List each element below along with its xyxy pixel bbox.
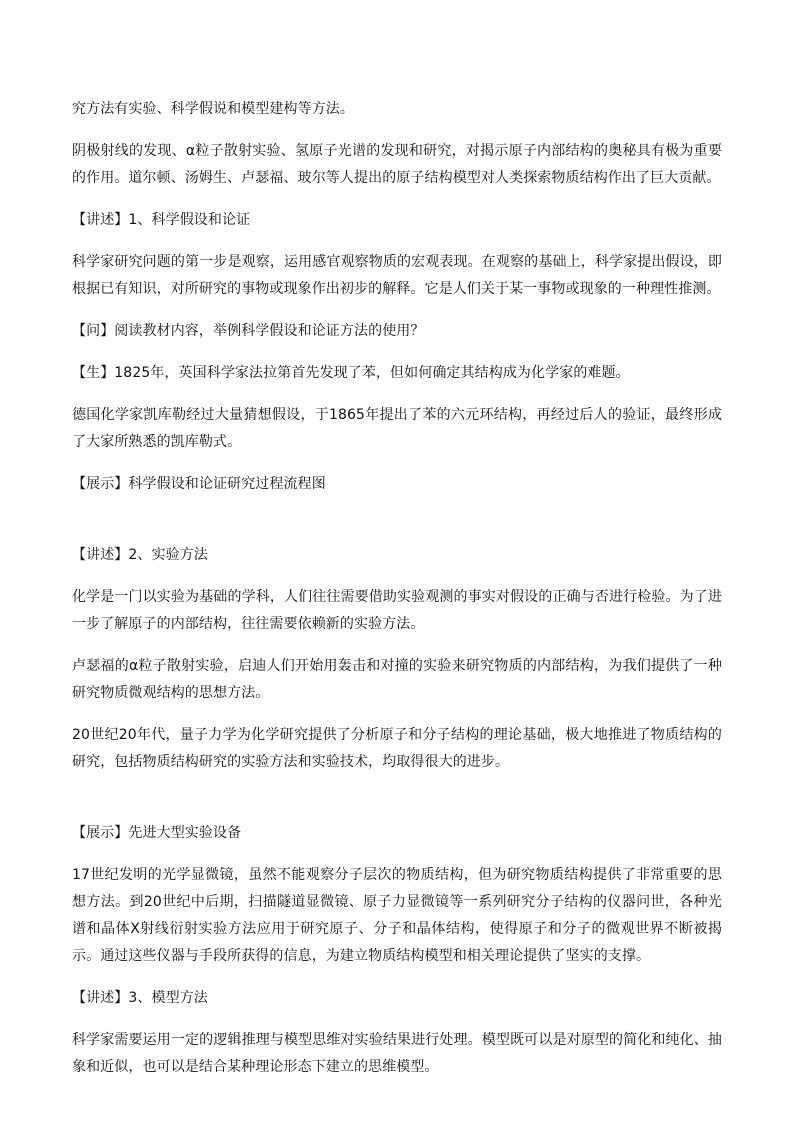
paragraph-methods-intro: 究方法有实验、科学假说和模型建构等方法。 (72, 101, 354, 117)
display-equipment-label: 【展示】先进大型实验设备 (72, 825, 242, 841)
paragraph-model-thinking: 科学家需要运用一定的逻辑推理与模型思维对实验结果进行处理。模型既可以是对原型的简化和纯化、抽象和近似，也可以是结合某种理论形态下建立的思维模型。 (72, 1032, 722, 1075)
question-hypothesis-usage: 【问】阅读教材内容，举例科学假设和论证方法的使用？ (72, 323, 425, 339)
section-heading-hypothesis: 【讲述】1、科学假设和论证 (72, 212, 251, 228)
paragraph-rutherford: 卢瑟福的α粒子散射实验，启迪人们开始用轰击和对撞的实验来研究物质的内部结构，为我们提供了一种研究物质微观结构的思想方法。 (72, 658, 722, 701)
paragraph-microscopes: 17世纪发明的光学显微镜，虽然不能观察分子层次的物质结构，但为研究物质结构提供了非常重要的思想方法。到20世纪中后期，扫描隧道显微镜、原子力显微镜等一系列研究分子结构的仪器问世，各种光谱和晶体X射线衍射实验方法应用于研究原子、分子和晶体结构，使得原子和分子的微观世界不断被揭示。通过这些仪器与手段所获得的信息，为建立物质结构模型和相关理论提供了坚实的支撑。 (72, 867, 722, 964)
display-flowchart-label: 【展示】科学假设和论证研究过程流程图 (72, 476, 326, 492)
paragraph-observation: 科学家研究问题的第一步是观察，运用感官观察物质的宏观表现。在观察的基础上，科学家提出假设，即根据已有知识，对所研究的事物或现象作出初步的解释。它是人们关于某一事物或现象的一种理性推测。 (72, 254, 722, 297)
paragraph-quantum-mechanics: 20世纪20年代，量子力学为化学研究提供了分析原子和分子结构的理论基础，极大地推进了物质结构的研究，包括物质结构研究的实验方法和实验技术，均取得很大的进步。 (72, 727, 722, 770)
section-heading-experiment: 【讲述】2、实验方法 (72, 547, 208, 563)
paragraph-chemistry-experiment: 化学是一门以实验为基础的学科，人们往往需要借助实验观测的事实对假设的正确与否进行检验。为了进一步了解原子的内部结构，往往需要依赖新的实验方法。 (72, 589, 722, 632)
paragraph-kekule: 德国化学家凯库勒经过大量猜想假设，于1865年提出了苯的六元环结构，再经过后人的验证，最终形成了大家所熟悉的凯库勒式。 (72, 407, 722, 450)
paragraph-atomic-discoveries: 阴极射线的发现、α粒子散射实验、氢原子光谱的发现和研究，对揭示原子内部结构的奥秘具有极为重要的作用。道尔顿、汤姆生、卢瑟福、玻尔等人提出的原子结构模型对人类探索物质结构作出了巨大贡献。 (72, 143, 722, 186)
section-heading-model: 【讲述】3、模型方法 (72, 990, 208, 1006)
student-answer-benzene: 【生】1825年，英国科学家法拉第首先发现了苯，但如何确定其结构成为化学家的难题。 (72, 365, 630, 381)
